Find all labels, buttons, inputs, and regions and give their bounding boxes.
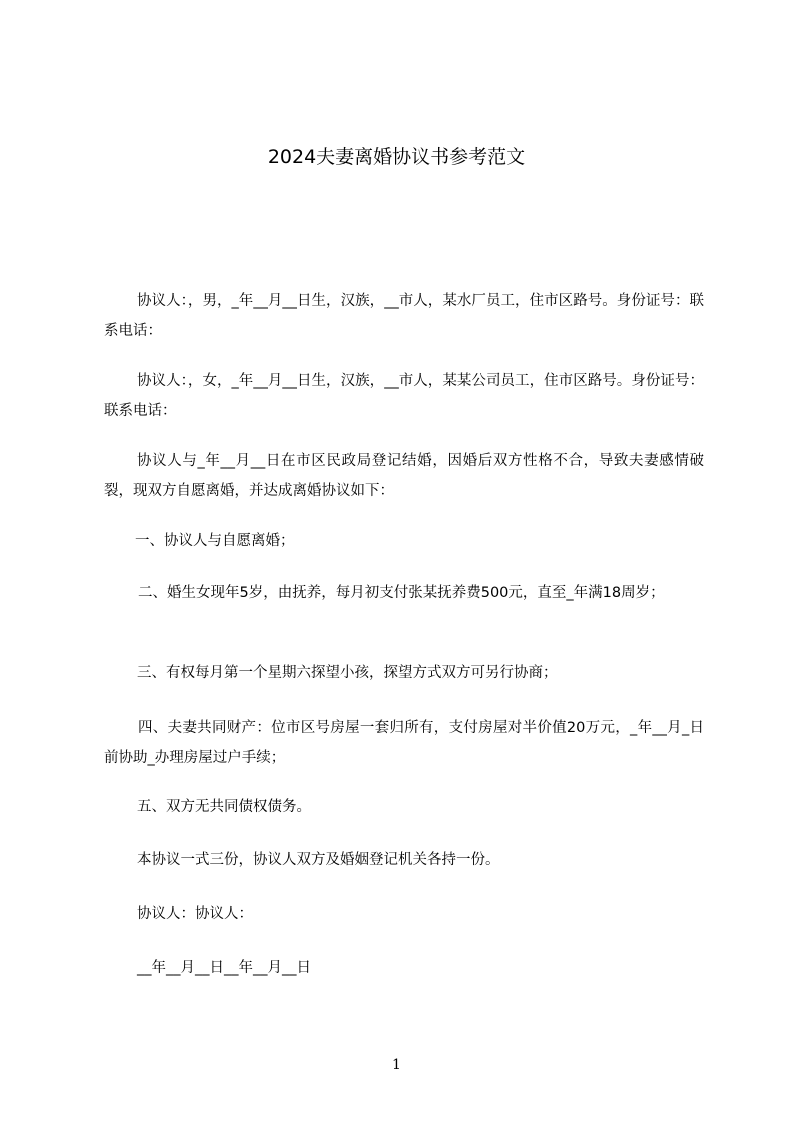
paragraph-marriage-background: 协议人与_年__月__日在市区民政局登记结婚，因婚后双方性格不合，导致夫妻感情破裂，现双方自愿离婚，并达成离婚协议如下： bbox=[104, 453, 704, 499]
paragraph-clause-3: 三、有权每月第一个星期六探望小孩，探望方式双方可另行协商； bbox=[137, 665, 558, 681]
paragraph-dates: __年__月__日__年__月__日 bbox=[137, 960, 311, 976]
paragraph-signatures: 协议人：协议人： bbox=[137, 906, 253, 922]
paragraph-clause-1: 一、协议人与自愿离婚； bbox=[135, 533, 295, 549]
paragraph-clause-2: 二、婚生女现年5岁，由抚养，每月初支付张某抚养费500元，直至_年满18周岁； bbox=[138, 585, 665, 601]
paragraph-clause-4: 四、夫妻共同财产：位市区号房屋一套归所有，支付房屋对半价值20万元，_年__月_日前协助_办理房屋过户手续； bbox=[104, 720, 704, 766]
page-number: 1 bbox=[392, 1057, 401, 1073]
document-title: 2024夫妻离婚协议书参考范文 bbox=[267, 146, 526, 168]
paragraph-party-male: 协议人：，男，_年__月__日生，汉族，__市人，某水厂员工，住市区路号。身份证号：联系电话： bbox=[104, 293, 704, 339]
paragraph-clause-5: 五、双方无共同债权债务。 bbox=[137, 799, 311, 815]
paragraph-copies: 本协议一式三份，协议人双方及婚姻登记机关各持一份。 bbox=[137, 852, 500, 868]
paragraph-party-female: 协议人：，女，_年__月__日生，汉族，__市人，某某公司员工，住市区路号。身份证号：联系电话： bbox=[104, 373, 704, 419]
